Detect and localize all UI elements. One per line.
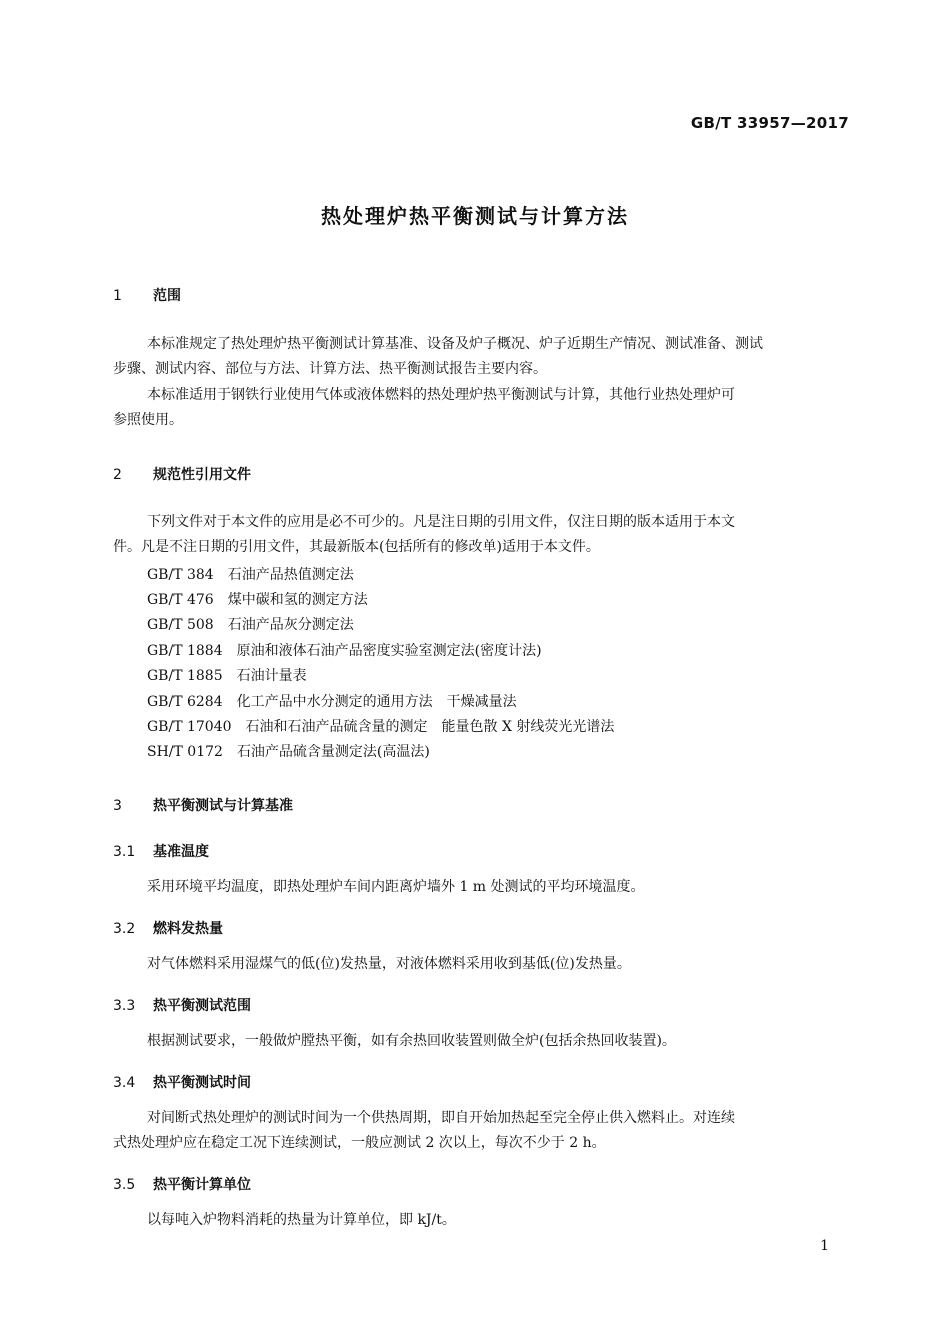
text-line: 对间断式热处理炉的测试时间为一个供热周期，即自开始加热起至完全停止供入燃料止。对连续 <box>147 1110 735 1126</box>
reference-item <box>147 640 542 660</box>
section-1-paragraph-2 <box>113 383 850 433</box>
section-2-paragraph-1 <box>113 510 850 560</box>
reference-title: 石油计量表 <box>236 668 307 684</box>
text-line: 参照使用。 <box>113 412 183 428</box>
reference-item <box>147 614 354 634</box>
text-line: 件。凡是不注日期的引用文件，其最新版本(包括所有的修改单)适用于本文件。 <box>113 539 600 555</box>
text-line: 根据测试要求，一般做炉膛热平衡，如有余热回收装置则做全炉(包括余热回收装置)。 <box>147 1033 676 1049</box>
reference-code: GB/T 476 <box>147 592 214 608</box>
reference-title: 原油和液体石油产品密度实验室测定法(密度计法) <box>236 643 542 659</box>
reference-code: GB/T 1884 <box>147 643 223 659</box>
subsection-3-2-paragraph <box>113 952 850 977</box>
text-line: 本标准适用于钢铁行业使用气体或液体燃料的热处理炉热平衡测试与计算，其他行业热处理炉可 <box>147 387 735 403</box>
text-line: 以每吨入炉物料消耗的热量为计算单位，即 kJ/t。 <box>147 1212 456 1228</box>
reference-item <box>147 564 354 584</box>
reference-code: SH/T 0172 <box>147 744 223 760</box>
text-line: 步骤、测试内容、部位与方法、计算方法、热平衡测试报告主要内容。 <box>113 361 547 377</box>
page-number: 1 <box>820 1238 829 1254</box>
reference-code: GB/T 508 <box>147 617 214 633</box>
reference-code: GB/T 6284 <box>147 694 223 710</box>
subsection-title: 热平衡测试范围 <box>153 998 251 1014</box>
text-line: 式热处理炉应在稳定工况下连续测试，一般应测试 2 次以上，每次不少于 2 h。 <box>113 1135 606 1151</box>
reference-item <box>147 716 614 736</box>
section-title: 热平衡测试与计算基准 <box>153 798 293 814</box>
subsection-title: 燃料发热量 <box>153 921 223 937</box>
reference-item <box>147 741 430 761</box>
subsection-3-5-paragraph <box>113 1208 850 1233</box>
standard-number: GB/T 33957—2017 <box>690 114 849 132</box>
reference-title: 煤中碳和氢的测定方法 <box>227 592 368 608</box>
reference-title: 石油和石油产品硫含量的测定 能量色散 X 射线荧光光谱法 <box>245 719 615 735</box>
section-1-paragraph-1 <box>113 332 850 382</box>
reference-title: 石油产品热值测定法 <box>227 567 354 583</box>
reference-title: 石油产品灰分测定法 <box>227 617 354 633</box>
subsection-number: 3.5 <box>113 1177 136 1193</box>
section-title: 规范性引用文件 <box>153 467 251 483</box>
subsection-3-1-heading <box>113 841 209 861</box>
section-title: 范围 <box>153 288 181 304</box>
document-title: 热处理炉热平衡测试与计算方法 <box>321 204 629 228</box>
section-2-heading <box>113 464 251 484</box>
section-1-heading <box>113 285 181 305</box>
subsection-3-2-heading <box>113 918 223 938</box>
subsection-3-4-paragraph <box>113 1106 850 1156</box>
reference-code: GB/T 384 <box>147 567 214 583</box>
subsection-number: 3.3 <box>113 998 136 1014</box>
subsection-number: 3.4 <box>113 1075 136 1091</box>
subsection-3-4-heading <box>113 1072 251 1092</box>
subsection-3-1-paragraph <box>113 875 850 900</box>
section-number: 1 <box>113 288 122 304</box>
section-number: 2 <box>113 467 122 483</box>
reference-item <box>147 691 517 711</box>
text-line: 采用环境平均温度，即热处理炉车间内距离炉墙外 1 m 处测试的平均环境温度。 <box>147 879 645 895</box>
subsection-title: 热平衡测试时间 <box>153 1075 251 1091</box>
subsection-3-3-paragraph <box>113 1029 850 1054</box>
text-line: 下列文件对于本文件的应用是必不可少的。凡是注日期的引用文件，仅注日期的版本适用于本文 <box>147 514 735 530</box>
reference-item <box>147 589 368 609</box>
subsection-number: 3.2 <box>113 921 136 937</box>
subsection-number: 3.1 <box>113 844 136 860</box>
reference-code: GB/T 17040 <box>147 719 232 735</box>
subsection-title: 基准温度 <box>153 844 209 860</box>
subsection-3-5-heading <box>113 1174 251 1194</box>
text-line: 对气体燃料采用湿煤气的低(位)发热量，对液体燃料采用收到基低(位)发热量。 <box>147 956 631 972</box>
section-3-heading <box>113 795 293 815</box>
reference-title: 石油产品硫含量测定法(高温法) <box>236 744 430 760</box>
subsection-3-3-heading <box>113 995 251 1015</box>
text-line: 本标准规定了热处理炉热平衡测试计算基准、设备及炉子概况、炉子近期生产情况、测试准备、测试 <box>147 336 763 352</box>
subsection-title: 热平衡计算单位 <box>153 1177 251 1193</box>
reference-title: 化工产品中水分测定的通用方法 干燥减量法 <box>236 694 517 710</box>
reference-code: GB/T 1885 <box>147 668 223 684</box>
reference-item <box>147 665 307 685</box>
section-number: 3 <box>113 798 122 814</box>
